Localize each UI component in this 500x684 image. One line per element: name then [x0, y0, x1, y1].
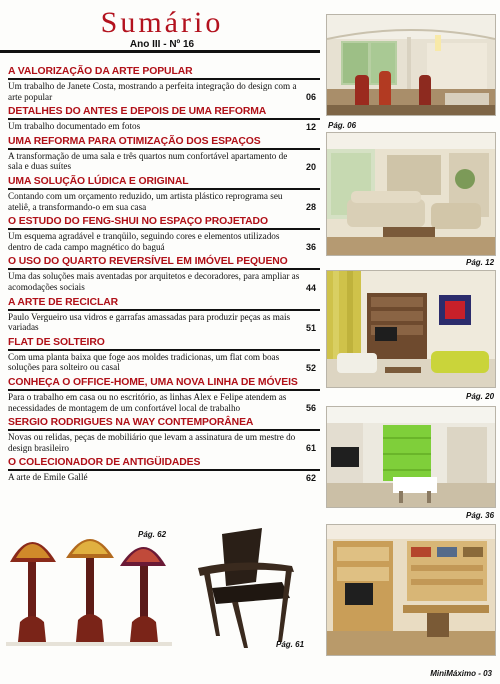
toc-entry[interactable]	[8, 457, 320, 483]
caption-page-12: Pág. 12	[466, 258, 495, 267]
toc-entry[interactable]	[8, 377, 320, 413]
entry-description: Novas ou relidas, peças de mobiliário que levam a assinatura de um mestre do design brasileiro	[8, 432, 296, 453]
home-office-illustration	[327, 525, 495, 655]
issue-number: Ano III - Nº 16	[129, 39, 195, 50]
green-wall-room-illustration	[327, 407, 495, 507]
entry-title: A VALORIZAÇÃO DA ARTE POPULAR	[8, 66, 193, 77]
entry-page-number: 56	[305, 403, 316, 414]
entry-title: FLAT DE SOLTEIRO	[8, 336, 105, 348]
toc-entry[interactable]	[8, 66, 320, 102]
entry-page-number: 06	[305, 92, 316, 103]
entry-page-number: 52	[305, 362, 316, 373]
entry-description: Um trabalho documentado em fotos	[8, 121, 141, 132]
toc-entry[interactable]	[8, 417, 320, 453]
entry-page-number: 62	[305, 472, 316, 483]
toc-entry[interactable]	[8, 297, 320, 333]
entry-page-number: 36	[305, 242, 316, 253]
entry-rule	[8, 148, 320, 150]
sofa-room-photo	[326, 132, 496, 256]
toc-entry[interactable]	[8, 337, 320, 373]
bookcase-room-photo	[326, 270, 496, 388]
entry-rule	[8, 349, 320, 351]
entry-description: Uma das soluções mais aventadas por arquitetos e decoradores, para ampliar as acomodações sociais	[8, 271, 300, 292]
page-footer: MiniMáximo - 03	[430, 669, 492, 678]
entry-title: DETALHES DO ANTES E DEPOIS DE UMA REFORMA	[8, 106, 267, 118]
entry-description: Um trabalho de Janete Costa, mostrando a perfeita integração do design com a arte popular	[8, 81, 297, 102]
caption-page-20: Pág. 20	[466, 392, 495, 401]
entry-rule	[8, 268, 320, 270]
entry-description: Contando com um orçamento reduzido, um artista plástico reprograma seu ateliê, a transformando-o em sua casa	[8, 190, 283, 212]
toc-entry[interactable]	[8, 106, 320, 132]
entry-rule	[8, 78, 320, 80]
entry-rule	[8, 389, 320, 391]
entry-rule	[8, 469, 320, 471]
masthead	[86, 8, 238, 50]
entry-rule	[8, 188, 320, 190]
entry-title: SERGIO RODRIGUES NA WAY CONTEMPORÂNEA	[8, 417, 254, 429]
entry-title: O USO DO QUARTO REVERSÍVEL EM IMÓVEL PEQUENO	[8, 256, 288, 268]
galle-lamps-illustration	[6, 524, 172, 662]
entry-page-number: 61	[305, 443, 316, 454]
entry-description: Um esquema agradável e tranqüilo, seguindo cores e elementos utilizados dentro de cada campo magnético do baguá	[8, 231, 280, 252]
entry-rule	[8, 228, 320, 230]
entry-page-number: 20	[305, 161, 316, 172]
galle-lamps-photo	[6, 524, 172, 662]
masthead-rule	[0, 50, 320, 53]
entry-description: A arte de Emile Gallé	[8, 472, 88, 483]
entry-page-number: 28	[305, 202, 316, 213]
entry-rule	[8, 309, 320, 311]
bookcase-room-illustration	[327, 271, 495, 387]
caption-page-06: Pág. 06	[328, 121, 357, 130]
toc-entry[interactable]	[8, 216, 320, 252]
entry-description: A transformação de uma sala e três quartos num confortável apartamento de sala e duas suítes	[8, 150, 288, 172]
entry-title: UMA REFORMA PARA OTIMIZAÇÃO DOS ESPAÇOS	[8, 135, 261, 147]
entry-title: O COLECIONADOR DE ANTIGÜIDADES	[8, 457, 201, 469]
toc-entry[interactable]	[8, 136, 320, 172]
table-of-contents	[8, 66, 320, 487]
green-wall-room-photo	[326, 406, 496, 508]
toc-entry[interactable]	[8, 176, 320, 212]
entry-title: CONHEÇA O OFFICE-HOME, UMA NOVA LINHA DE MÓVEIS	[8, 376, 298, 388]
caption-page-36: Pág. 36	[466, 511, 495, 520]
entry-title: A ARTE DE RECICLAR	[8, 296, 118, 308]
sofa-room-illustration	[327, 133, 495, 255]
living-room-photo	[326, 14, 496, 116]
living-room-illustration	[327, 15, 495, 115]
caption-page-62: Pág. 62	[138, 530, 167, 539]
entry-page-number: 51	[305, 322, 316, 333]
entry-page-number: 44	[305, 282, 316, 293]
entry-description: Paulo Vergueiro usa vidros e garrafas amassadas para produzir peças as mais variadas	[8, 311, 291, 333]
entry-page-number: 12	[305, 121, 316, 132]
entry-title: O ESTUDO DO FENG-SHUI NO ESPAÇO PROJETADO	[8, 216, 268, 228]
entry-rule	[8, 118, 320, 120]
entry-rule	[8, 429, 320, 431]
toc-entry[interactable]	[8, 256, 320, 292]
page-title: Sumário	[100, 6, 224, 39]
entry-title: UMA SOLUÇÃO LÚDICA E ORIGINAL	[8, 175, 189, 187]
home-office-photo	[326, 524, 496, 656]
entry-description: Para o trabalho em casa ou no escritório, as linhas Alex e Felipe atendem as necessidades de montagem de um confortável local de trabalho	[8, 391, 287, 413]
entry-description: Com uma planta baixa que foge aos moldes tradicionas, um flat com boas soluções para solteiro ou casal	[8, 351, 280, 373]
caption-page-61: Pág. 61	[276, 640, 305, 649]
